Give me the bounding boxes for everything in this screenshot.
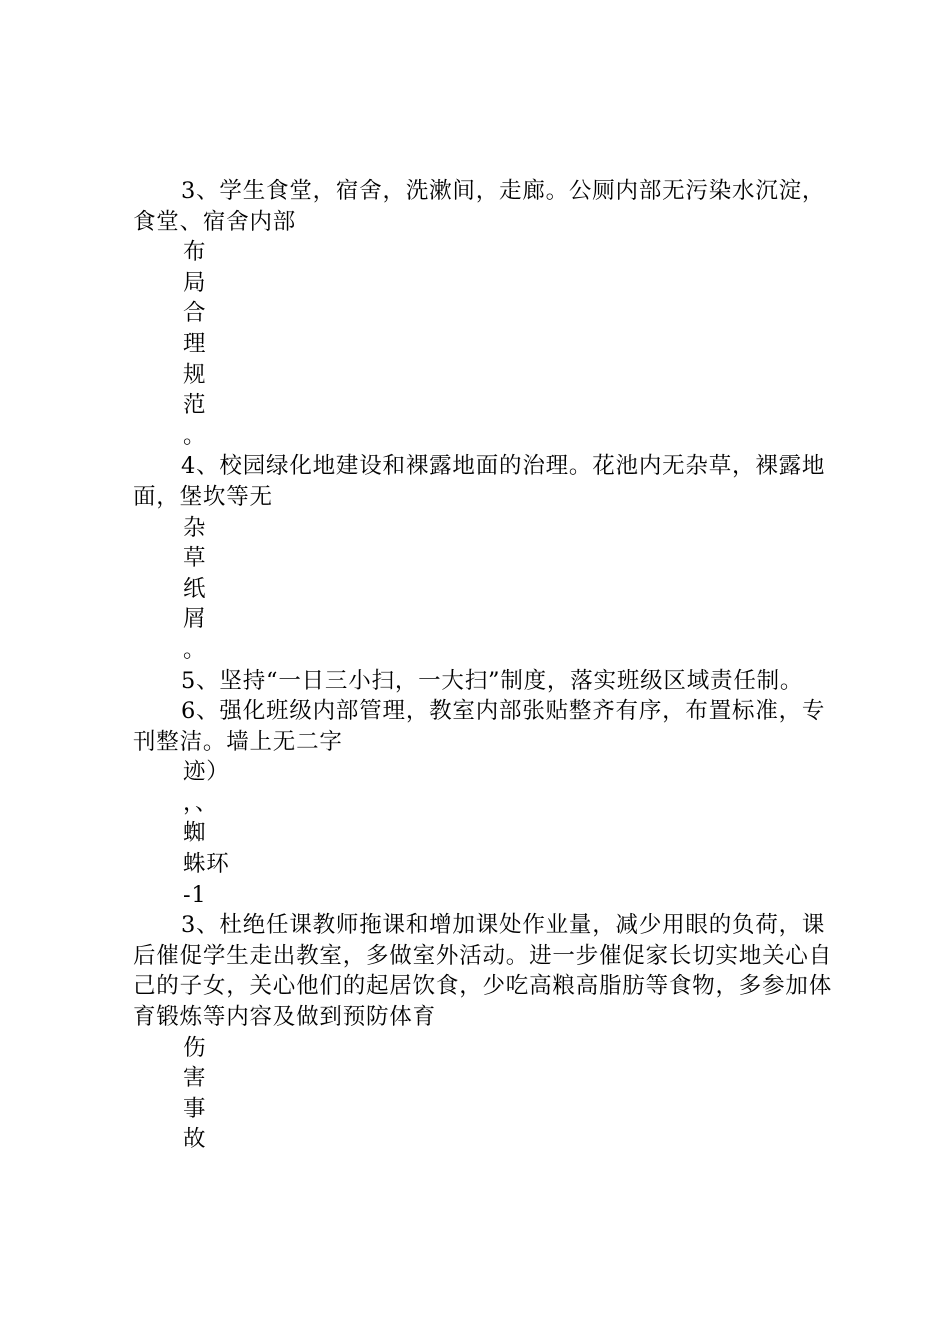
document-body bbox=[133, 176, 833, 1155]
fragment: 。 bbox=[183, 422, 207, 449]
trailing-fragments bbox=[133, 237, 833, 451]
fragment: 范 bbox=[183, 392, 207, 419]
fragment: 蛛环 bbox=[183, 851, 230, 878]
fragment: 。 bbox=[183, 636, 207, 663]
fragment: 规 bbox=[183, 361, 207, 388]
fragment: 故 bbox=[183, 1126, 207, 1153]
fragment: 害 bbox=[183, 1065, 207, 1092]
item-4 bbox=[133, 696, 833, 910]
fragment: 事 bbox=[183, 1095, 207, 1122]
fragment: 伤 bbox=[183, 1034, 207, 1061]
fragment: ，、 bbox=[183, 789, 219, 816]
fragment: -1 bbox=[183, 881, 207, 908]
fragment: 屑 bbox=[183, 606, 207, 633]
paragraph: 3、杜绝任课教师拖课和增加课处作业量，减少用眼的负荷，课后催促学生走出教室，多做室外活动。进一步催促家长切实地关心自己的子女，关心他们的起居饮食，少吃高粮高脂肪等食物，多参加体育锻炼等内容及做到预防体育 bbox=[133, 912, 833, 1031]
fragment: 迹） bbox=[183, 759, 230, 786]
fragment: 蜘 bbox=[183, 820, 207, 847]
item-5 bbox=[133, 910, 833, 1155]
paragraph: 5、坚持“一日三小扫，一大扫”制度，落实班级区域责任制。 bbox=[181, 667, 804, 694]
fragment: 纸 bbox=[183, 575, 207, 602]
item-1 bbox=[133, 176, 833, 451]
paragraph: 6、强化班级内部管理，教室内部张贴整齐有序，布置标准，专刊整洁。墙上无二字 bbox=[133, 698, 826, 755]
item-2 bbox=[133, 451, 833, 665]
paragraph: 3、学生食堂，宿舍，洗漱间，走廊。公厕内部无污染水沉淀，食堂、宿舍内部 bbox=[133, 178, 826, 235]
fragment: 合 bbox=[183, 300, 207, 327]
fragment: 理 bbox=[183, 330, 207, 357]
paragraph: 4、校园绿化地建设和裸露地面的治理。花池内无杂草，裸露地面，堡坎等无 bbox=[133, 453, 826, 510]
fragment: 局 bbox=[183, 269, 207, 296]
fragment: 布 bbox=[183, 239, 207, 266]
fragment: 草 bbox=[183, 545, 207, 572]
trailing-fragments bbox=[133, 757, 833, 910]
fragment: 杂 bbox=[183, 514, 207, 541]
trailing-fragments bbox=[133, 513, 833, 666]
item-3 bbox=[133, 666, 833, 697]
trailing-fragments bbox=[133, 1033, 833, 1155]
